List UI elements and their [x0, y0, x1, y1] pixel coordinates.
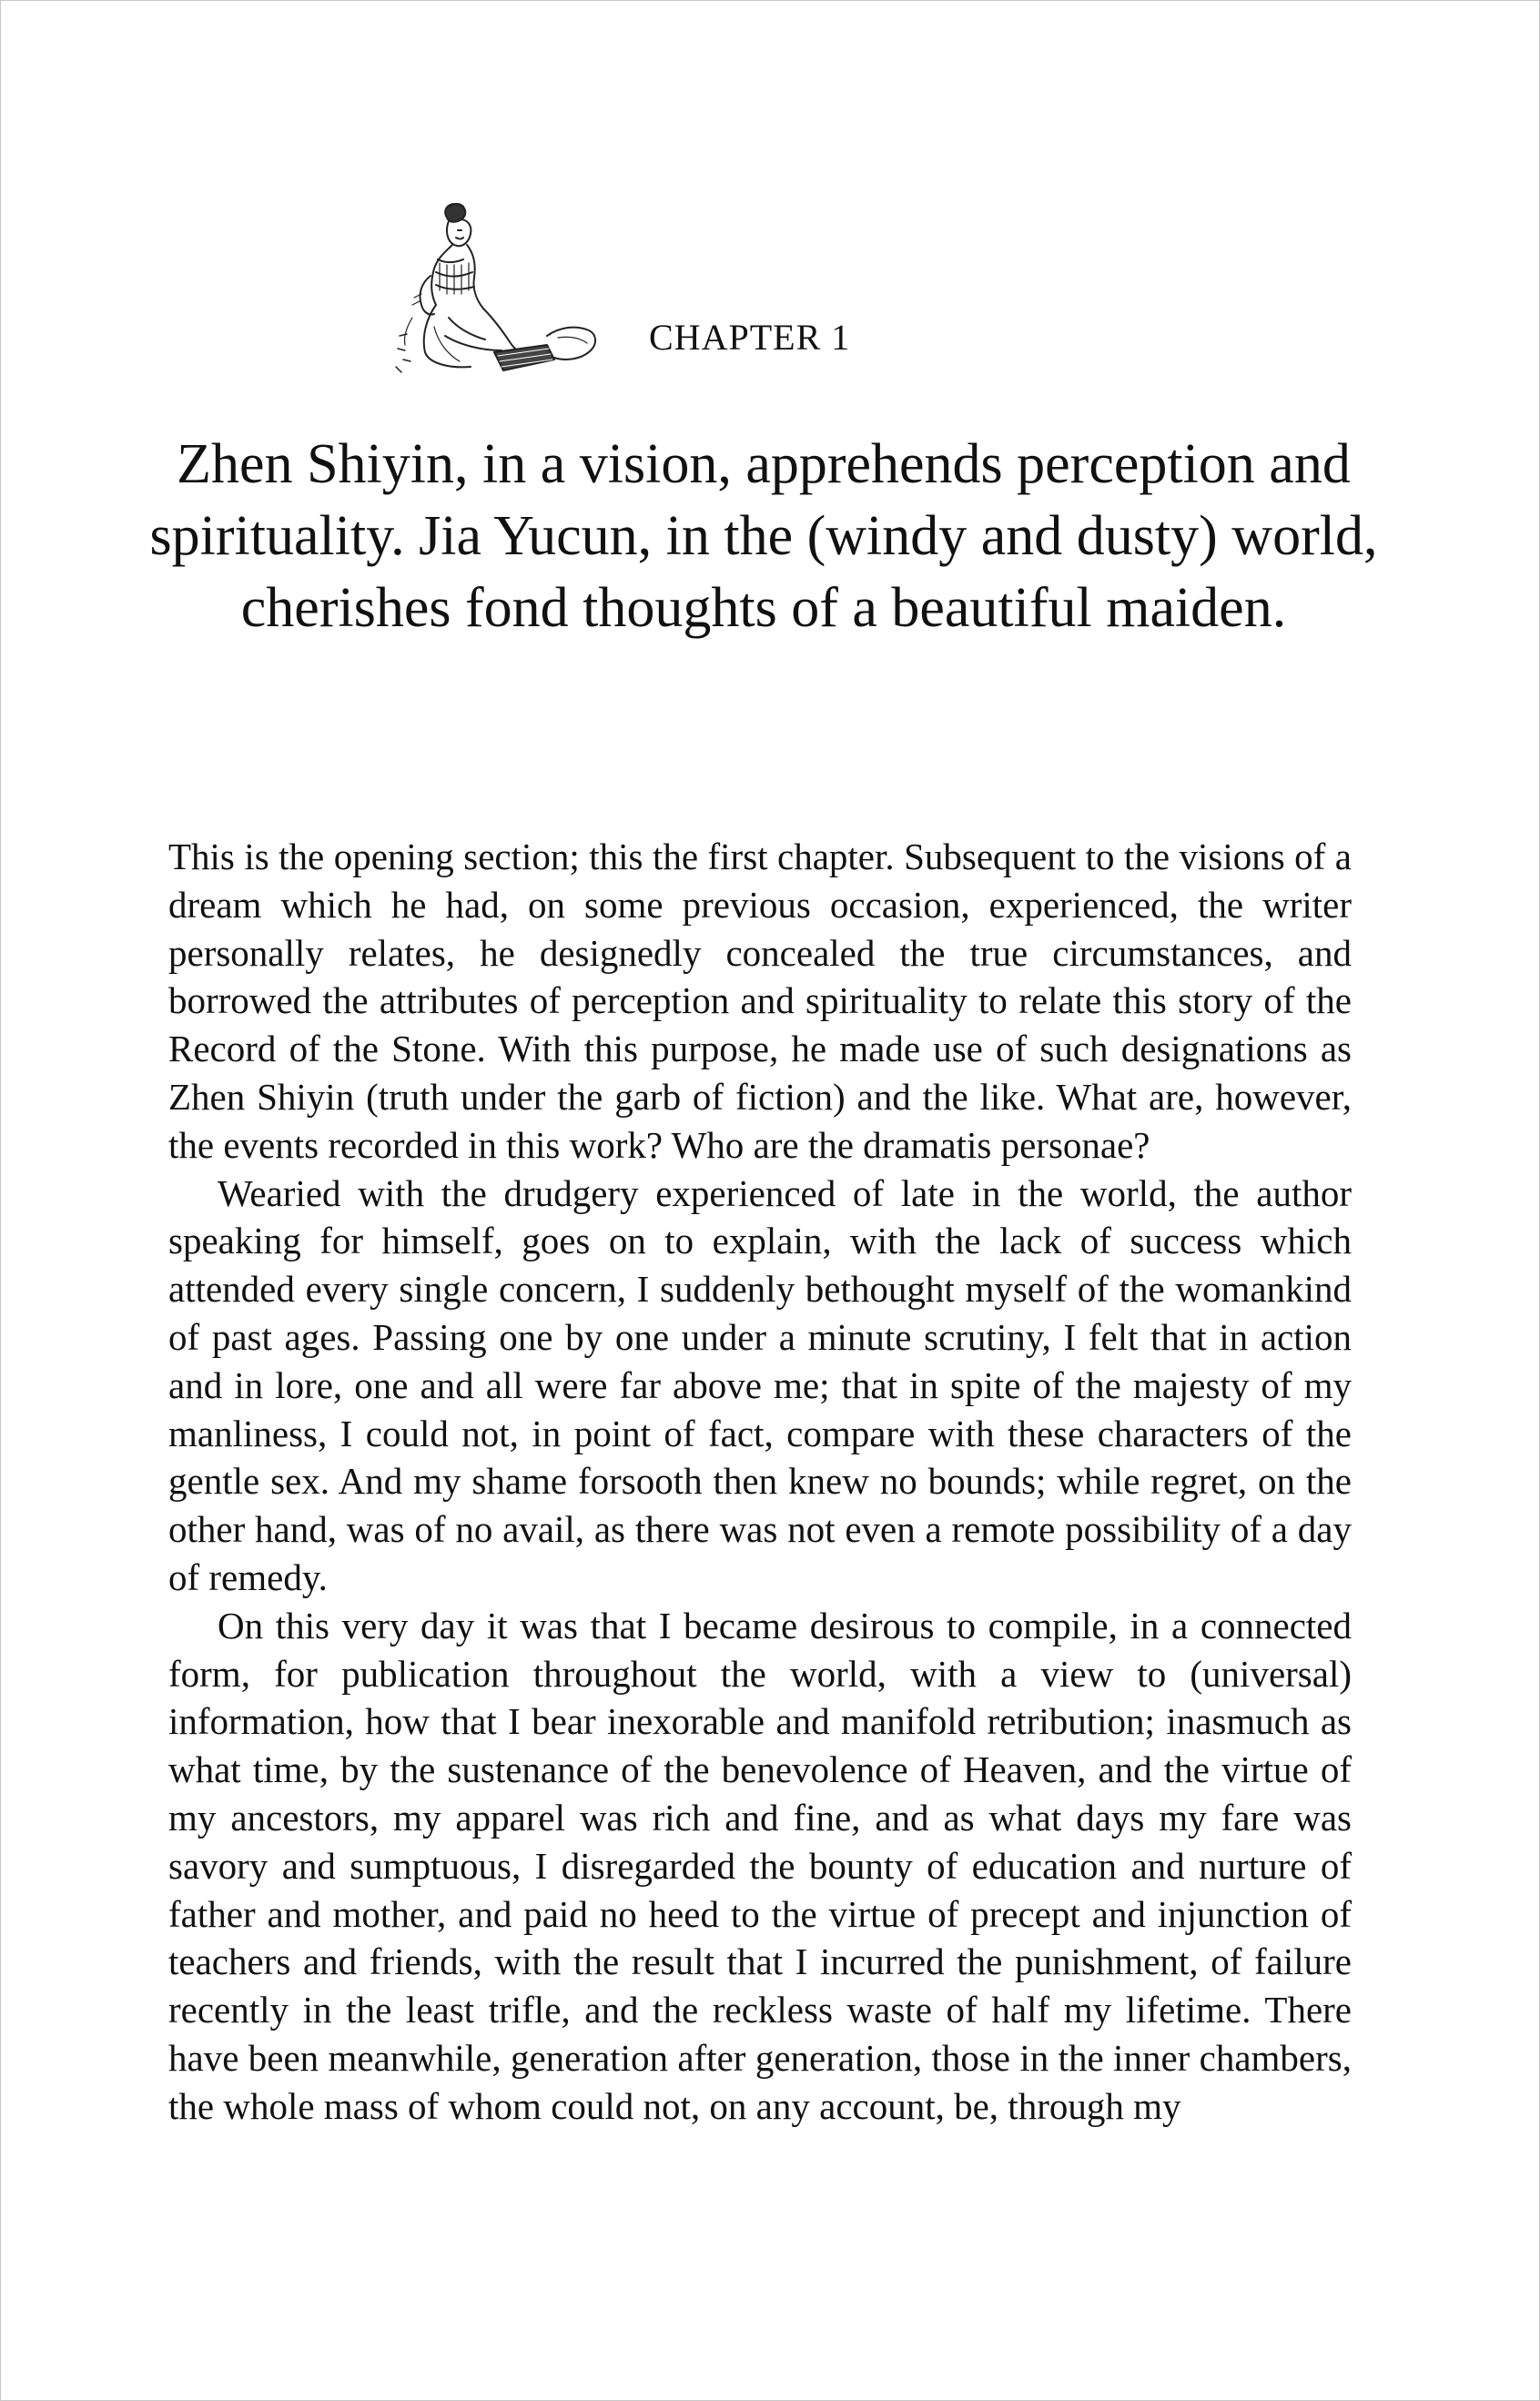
paragraph-1: This is the opening section; this the first chapter. Subsequent to the visions of a dream which he had, on some previous occasion, experienced, the writer personally relates, he designedly concealed the true circumstances, and borrowed the attributes of perception and spirituality to relate this story of the Record of the Stone. With this purpose, he made use of such designations as Zhen Shiyin (truth under the garb of fiction) and the like. What are, however, the events recorded in this work? Who are the dramatis personae? — [168, 836, 1352, 1166]
chapter-body — [168, 833, 1352, 2131]
seated-figure-icon — [394, 199, 603, 378]
chapter-label: CHAPTER 1 — [649, 317, 851, 358]
seated-figure-illustration — [394, 199, 603, 378]
paragraph-3: On this very day it was that I became desirous to compile, in a connected form, for publication throughout the world, with a view to (universal) information, how that I bear inexorable and manifold retribution; inasmuch as what time, by the sustenance of the benevolence of Heaven, and the virtue of my ancestors, my apparel was rich and fine, and as what days my fare was savory and sumptuous, I disregarded the bounty of education and nurture of father and mother, and paid no heed to the virtue of precept and injunction of teachers and friends, with the result that I incurred the punishment, of failure recently in the least trifle, and the reckless waste of half my lifetime. There have been meanwhile, generation after generation, those in the inner chambers, the whole mass of whom could not, on any account, be, through my — [168, 1604, 1352, 2127]
paragraph-2: Wearied with the drudgery experienced of late in the world, the author speaking for himself, goes on to explain, with the lack of success which attended every single concern, I suddenly bethought myself of the womankind of past ages. Passing one by one under a minute scrutiny, I felt that in action and in lore, one and all were far above me; that in spite of the majesty of my manliness, I could not, in point of fact, compare with these characters of the gentle sex. And my shame forsooth then knew no bounds; while regret, on the other hand, was of no avail, as there was not even a remote possibility of a day of remedy. — [168, 1171, 1352, 1598]
chapter-title-text: Zhen Shiyin, in a vision, apprehends perception and spirituality. Jia Yucun, in the (windy and dusty) world, cherishes fond thoughts of a beautiful maiden. — [149, 433, 1378, 639]
chapter-title — [147, 429, 1381, 644]
